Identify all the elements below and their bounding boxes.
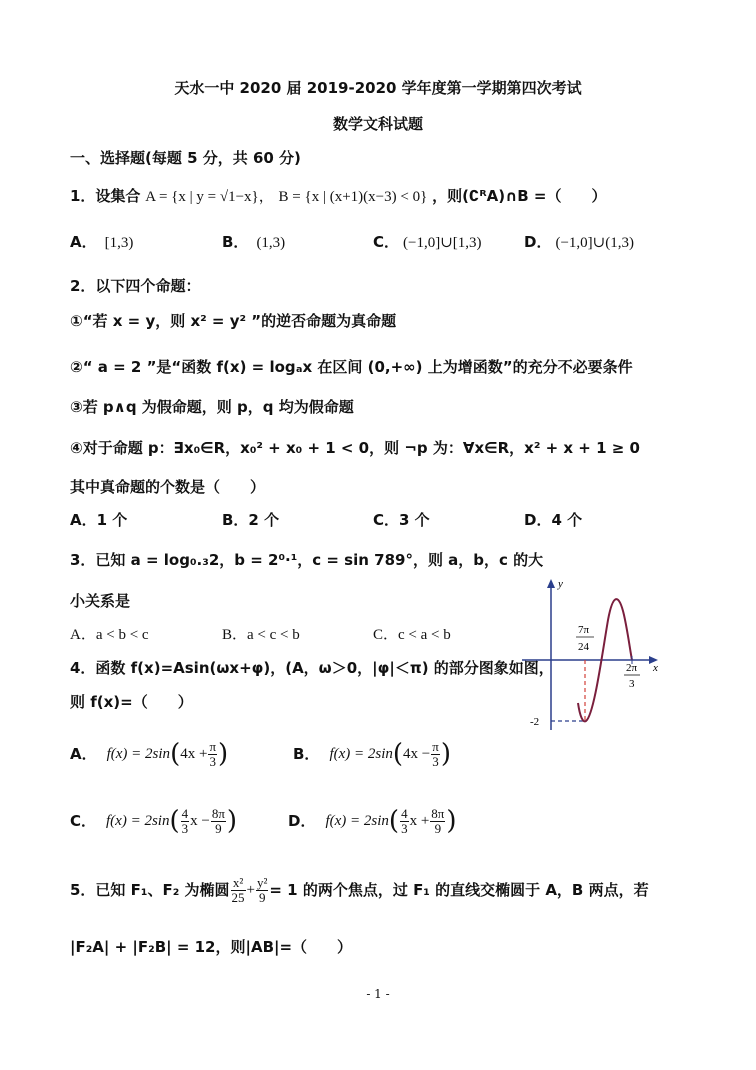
exam-subtitle: 数学文科试题	[332, 115, 423, 133]
frac-numerator: π	[209, 738, 217, 754]
q3-option-b	[222, 624, 300, 645]
q1-option-c-value: (−1,0]∪[1,3)	[403, 235, 482, 251]
exam-title: 天水一中 2020 届 2019-2020 学年度第一学期第四次考试	[174, 79, 582, 97]
page-number: - 1 -	[366, 987, 390, 1001]
q2-statement-4: ④对于命题 p：∃x₀∈R，x₀² + x₀ + 1 < 0，则 ¬p 为：∀x∈R，x² + x + 1 ≥ 0	[70, 439, 640, 457]
q1-option-c-label: C．	[373, 233, 400, 251]
q5-stem-end: = 1 的两个焦点，过 F₁ 的直线交椭圆于 A，B 两点，若	[269, 881, 649, 899]
label-24: 24	[578, 641, 589, 653]
question-3-stem: 3．已知 a = log₀.₃2，b = 2⁰·¹，c = sin 789°，则 a，b，c 的大	[70, 551, 544, 569]
q5-stem-start: 5．已知 F₁、F₂ 为椭圆	[70, 881, 230, 899]
y-axis-label: y	[558, 578, 563, 590]
q4-option-b-inner: 4x −	[403, 746, 431, 762]
q1-option-a-label: A．	[70, 233, 97, 251]
q5-plus: +	[246, 882, 255, 898]
frac-numerator: 4	[401, 805, 408, 821]
q4-option-c-coef	[181, 807, 190, 836]
q5-fraction-x	[231, 876, 246, 905]
q4-option-b-label: B．	[293, 745, 320, 763]
q4-option-d-fraction	[430, 807, 445, 836]
q4-option-d-label: D．	[288, 812, 316, 830]
label-7pi: 7π	[578, 624, 590, 636]
q4-option-d-func: f(x) = 2sin	[325, 813, 389, 829]
frac-denominator: 9	[215, 820, 222, 836]
q4-option-c-label: C．	[70, 812, 97, 830]
question-1-stem	[70, 186, 607, 207]
q2-statement-2: ②“ a = 2 ”是“函数 f(x) = logₐx 在区间 (0,+∞) 上为增函数”的充分不必要条件	[70, 358, 633, 376]
q4-option-c-mid: x −	[190, 813, 210, 829]
q2-question: 其中真命题的个数是（ ）	[70, 478, 266, 496]
q2-option-d: D．4 个	[524, 511, 583, 529]
q4-option-b-func: f(x) = 2sin	[329, 746, 393, 762]
q2-option-b: B．2 个	[222, 511, 280, 529]
q1-set-b: B = {x | (x+1)(x−3) < 0}	[278, 189, 428, 205]
frac-numerator: 8π	[431, 805, 445, 821]
frac-numerator: y²	[256, 874, 268, 890]
frac-denominator: 3	[401, 820, 408, 836]
frac-numerator: x²	[231, 876, 246, 891]
q4-option-a-label: A．	[70, 745, 97, 763]
y-axis-arrow	[547, 579, 555, 588]
q2-option-c: C．3 个	[373, 511, 430, 529]
q4-option-c: C． f(x) = 2sin ( $\frac{4}{3}$ x − $\frac{8\pi}{9}$ )	[70, 805, 238, 836]
q5-condition: |F₂A| + |F₂B| = 12，则|AB|=（ ）	[70, 938, 353, 956]
q3-option-a	[70, 624, 149, 645]
frac-denominator: 3	[181, 820, 189, 836]
frac-denominator: 25	[231, 889, 245, 905]
q4-option-a: A． f(x) = 2sin ( 4x + $\frac{\pi}{3}$ )	[70, 738, 229, 769]
q1-sep: ，	[258, 187, 274, 205]
label-neg2: -2	[530, 716, 540, 728]
q2-statement-1: ①“若 x = y，则 x² = y² ”的逆否命题为真命题	[70, 312, 397, 330]
frac-denominator: 3	[432, 753, 439, 769]
q4-option-a-fraction	[208, 740, 217, 769]
q4-option-c-fraction	[211, 807, 226, 836]
section-heading: 一、选择题(每题 5 分，共 60 分)	[70, 149, 301, 167]
q4-option-c-func: f(x) = 2sin	[106, 813, 170, 829]
q1-tail: ，则(∁ᴿA)∩B =（ ）	[432, 187, 607, 205]
q1-option-d-value: (−1,0]∪(1,3)	[555, 235, 634, 251]
q4-option-d: D． f(x) = 2sin ( $\frac{4}{3}$ x + $\frac{8\pi}{9}$ )	[288, 805, 457, 836]
question-4-stem: 4．函数 f(x)=Asin(ωx+φ)，(A，ω＞0，|φ|＜π) 的部分图象如图，	[70, 659, 554, 677]
q3-option-c	[373, 624, 451, 645]
q4-option-b: B． f(x) = 2sin ( 4x − $\frac{\pi}{3}$ )	[293, 738, 451, 769]
q1-option-a	[70, 232, 133, 253]
label-2pi: 2π	[626, 662, 638, 674]
q4-option-b-fraction	[431, 740, 440, 769]
x-axis-label: x	[653, 662, 658, 674]
q1-set-a: A = {x | y = √1−x}	[145, 189, 259, 205]
label-3: 3	[629, 678, 635, 690]
q2-option-a: A．1 个	[70, 511, 128, 529]
frac-denominator: 9	[434, 820, 442, 836]
q1-option-b	[222, 232, 285, 253]
q1-option-d	[524, 232, 634, 253]
q3-option-b-text: B．a < c < b	[222, 627, 300, 643]
q3-option-c-text: C．c < a < b	[373, 627, 451, 643]
q1-option-c	[373, 232, 482, 253]
frac-numerator: π	[432, 738, 439, 754]
q1-option-d-label: D．	[524, 233, 552, 251]
q4-option-a-func: f(x) = 2sin	[106, 746, 171, 762]
question-3-stem-cont: 小关系是	[70, 592, 131, 610]
q1-option-a-value: [1,3)	[104, 235, 134, 251]
q1-option-b-label: B．	[222, 233, 249, 251]
q4-option-d-coef	[400, 807, 409, 836]
q5-fraction-y	[256, 876, 268, 905]
frac-denominator: 3	[209, 753, 216, 769]
q1-number: 1．设集合	[70, 187, 141, 205]
q1-option-b-value: (1,3)	[256, 235, 286, 251]
q2-statement-3: ③若 p∧q 为假命题，则 p，q 均为假命题	[70, 398, 354, 416]
frac-numerator: 4	[181, 805, 189, 821]
question-4-stem-cont: 则 f(x)=（ ）	[70, 693, 193, 711]
question-5-stem	[70, 868, 649, 912]
frac-numerator: 8π	[211, 805, 225, 821]
q3-option-a-text: A．a < b < c	[70, 627, 149, 643]
question-2-stem: 2．以下四个命题：	[70, 277, 201, 295]
q4-function-graph	[520, 575, 670, 735]
frac-denominator: 9	[258, 889, 266, 905]
q4-option-d-mid: x +	[409, 813, 430, 829]
q4-option-a-inner: 4x +	[180, 746, 208, 762]
